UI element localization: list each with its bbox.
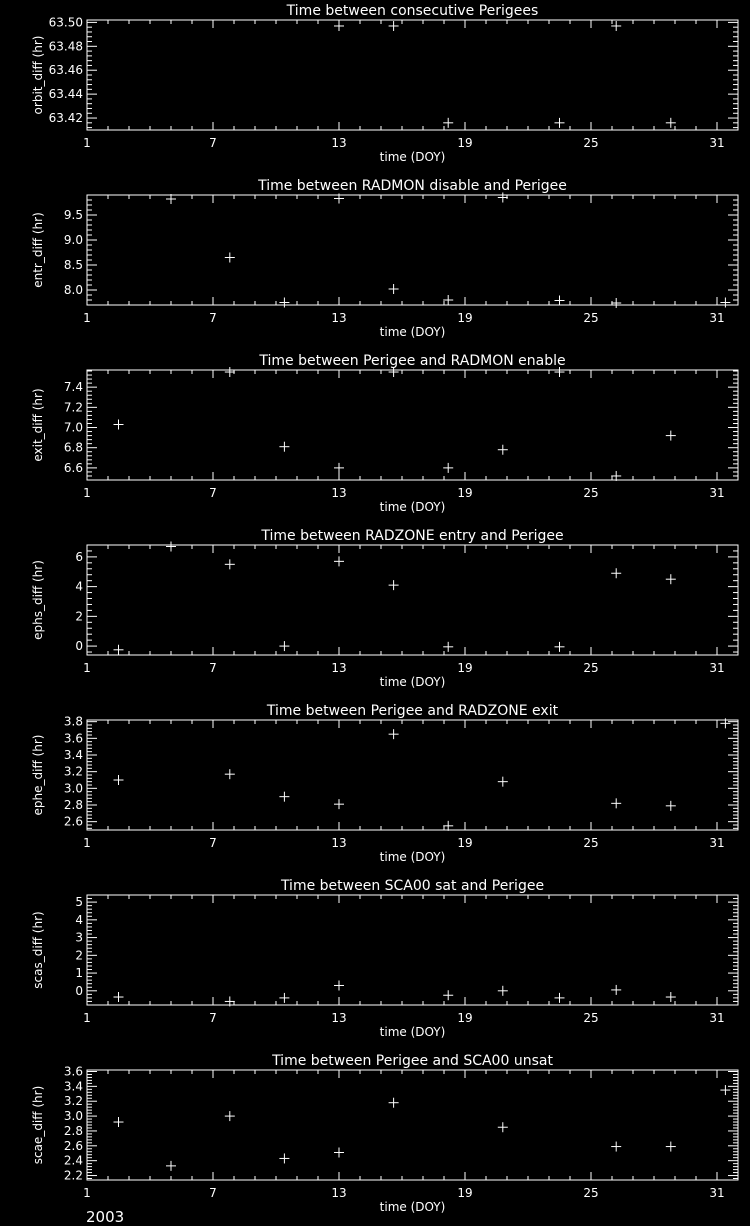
y-tick-label: 2.4	[63, 1153, 83, 1168]
data-point	[389, 580, 399, 590]
data-point	[225, 1111, 235, 1121]
data-point	[666, 431, 676, 441]
x-tick-label: 25	[583, 136, 599, 150]
x-tick-label: 25	[583, 661, 599, 675]
x-tick-label: 13	[331, 136, 347, 150]
x-tick-label: 31	[709, 136, 725, 150]
y-tick-label: 2.8	[63, 1123, 83, 1138]
x-tick-label: 7	[209, 836, 217, 850]
data-point	[166, 1161, 176, 1171]
y-tick-label: 3.2	[63, 1094, 83, 1109]
data-point	[114, 775, 124, 785]
y-axis-label: scae_diff (hr)	[31, 1085, 45, 1165]
plot-panel-1	[31, 3, 738, 164]
data-point	[389, 21, 399, 31]
x-tick-label: 7	[209, 1011, 217, 1025]
data-point	[279, 1153, 289, 1163]
y-tick-label: 4	[75, 912, 83, 927]
x-tick-label: 1	[83, 661, 91, 675]
y-tick-label: 8.5	[63, 258, 83, 272]
y-tick-label: 6	[75, 549, 83, 564]
data-point	[666, 992, 676, 1002]
data-point	[443, 990, 453, 1000]
data-point	[279, 993, 289, 1003]
plot-frame	[87, 20, 738, 130]
data-point	[279, 792, 289, 802]
plot-frame	[87, 720, 738, 830]
x-tick-label: 31	[709, 836, 725, 850]
data-point	[225, 253, 235, 263]
y-tick-label: 63.46	[48, 63, 83, 78]
data-point	[279, 641, 289, 651]
data-point	[498, 986, 508, 996]
plot-panel-4	[31, 528, 738, 689]
x-axis-label: time (DOY)	[379, 150, 446, 164]
data-point	[666, 1142, 676, 1152]
y-tick-label: 3.6	[63, 731, 83, 746]
x-tick-label: 7	[209, 1186, 217, 1200]
x-tick-label: 19	[457, 486, 473, 500]
data-point	[114, 645, 124, 655]
data-point	[611, 471, 621, 481]
data-point	[225, 559, 235, 569]
data-point	[498, 445, 508, 455]
data-point	[611, 985, 621, 995]
y-tick-label: 3	[75, 930, 83, 945]
data-point	[279, 442, 289, 452]
plot-title: Time between Perigee and RADMON enable	[259, 353, 566, 369]
data-point	[611, 568, 621, 578]
plot-title: Time between SCA00 sat and Perigee	[280, 878, 545, 894]
x-tick-label: 19	[457, 836, 473, 850]
x-tick-label: 13	[331, 486, 347, 500]
x-tick-label: 19	[457, 1186, 473, 1200]
data-point	[334, 980, 344, 990]
y-tick-label: 2.6	[63, 1138, 83, 1153]
data-point	[114, 992, 124, 1002]
plot-title: Time between Perigee and SCA00 unsat	[272, 1053, 553, 1069]
plot-frame	[87, 370, 738, 480]
y-tick-label: 7.0	[63, 420, 83, 435]
data-point	[334, 556, 344, 566]
y-tick-label: 3.4	[63, 1079, 83, 1094]
x-tick-label: 31	[709, 1186, 725, 1200]
data-point	[389, 284, 399, 294]
plot-panel-2	[31, 178, 738, 339]
data-point	[114, 419, 124, 429]
x-tick-label: 1	[83, 1011, 91, 1025]
y-tick-label: 3.8	[63, 714, 83, 729]
data-point	[611, 298, 621, 308]
x-axis-label: time (DOY)	[379, 325, 446, 339]
plot-panel-5	[31, 703, 738, 864]
x-tick-label: 13	[331, 661, 347, 675]
x-axis-label: time (DOY)	[379, 675, 446, 689]
x-tick-label: 13	[331, 836, 347, 850]
data-point	[334, 463, 344, 473]
y-axis-label: ephs_diff (hr)	[31, 560, 45, 640]
x-tick-label: 31	[709, 1011, 725, 1025]
data-point	[389, 729, 399, 739]
y-tick-label: 4	[75, 579, 83, 594]
data-point	[611, 1142, 621, 1152]
x-tick-label: 19	[457, 1011, 473, 1025]
data-point	[720, 298, 730, 308]
data-point	[666, 574, 676, 584]
y-tick-label: 6.6	[63, 460, 83, 475]
data-point	[498, 777, 508, 787]
y-tick-label: 63.48	[48, 39, 83, 54]
y-tick-label: 3.0	[63, 781, 83, 796]
plot-title: Time between consecutive Perigees	[286, 3, 539, 19]
data-point	[555, 296, 565, 306]
data-point	[555, 642, 565, 652]
y-axis-label: orbit_diff (hr)	[31, 35, 45, 115]
data-point	[334, 1148, 344, 1158]
plot-frame	[87, 195, 738, 305]
x-tick-label: 25	[583, 836, 599, 850]
y-tick-label: 9.5	[63, 208, 83, 222]
y-tick-label: 9.0	[63, 233, 83, 247]
data-point	[611, 798, 621, 808]
data-point	[225, 367, 235, 377]
y-tick-label: 3.4	[63, 748, 83, 762]
y-tick-label: 2.8	[63, 798, 83, 812]
data-point	[114, 1117, 124, 1127]
plot-panel-7	[31, 1053, 738, 1214]
y-tick-label: 1	[75, 966, 83, 981]
x-tick-label: 19	[457, 311, 473, 325]
x-tick-label: 31	[709, 486, 725, 500]
x-tick-label: 19	[457, 136, 473, 150]
y-tick-label: 7.4	[63, 380, 83, 395]
data-point	[666, 118, 676, 128]
x-tick-label: 13	[331, 311, 347, 325]
plot-title: Time between Perigee and RADZONE exit	[266, 703, 559, 719]
x-tick-label: 7	[209, 136, 217, 150]
x-tick-label: 7	[209, 311, 217, 325]
x-tick-label: 7	[209, 486, 217, 500]
y-axis-label: ephe_diff (hr)	[31, 734, 45, 816]
data-point	[443, 821, 453, 831]
x-axis-label: time (DOY)	[379, 1025, 446, 1039]
data-point	[555, 993, 565, 1003]
y-tick-label: 5	[75, 895, 83, 910]
x-tick-label: 25	[583, 486, 599, 500]
data-point	[443, 463, 453, 473]
x-tick-label: 31	[709, 311, 725, 325]
y-tick-label: 2.6	[63, 814, 83, 829]
data-point	[443, 642, 453, 652]
y-axis-label: entr_diff (hr)	[31, 212, 45, 288]
data-point	[334, 799, 344, 809]
data-point	[498, 193, 508, 203]
plot-title: Time between RADZONE entry and Perigee	[261, 528, 564, 544]
year-label: 2003	[86, 1208, 125, 1226]
x-axis-label: time (DOY)	[379, 1200, 446, 1214]
x-tick-label: 25	[583, 311, 599, 325]
y-tick-label: 7.2	[63, 400, 83, 415]
x-axis-label: time (DOY)	[379, 850, 446, 864]
y-tick-label: 0	[75, 639, 83, 654]
y-tick-label: 3.6	[63, 1064, 83, 1079]
data-point	[389, 1098, 399, 1108]
x-tick-label: 7	[209, 661, 217, 675]
x-tick-label: 1	[83, 1186, 91, 1200]
x-tick-label: 31	[709, 661, 725, 675]
x-tick-label: 1	[83, 486, 91, 500]
data-point	[334, 21, 344, 31]
data-point	[555, 118, 565, 128]
y-tick-label: 63.50	[48, 15, 83, 30]
x-tick-label: 1	[83, 311, 91, 325]
y-tick-label: 2.2	[63, 1168, 83, 1183]
plot-title: Time between RADMON disable and Perigee	[258, 178, 567, 194]
y-tick-label: 63.42	[48, 111, 83, 126]
y-tick-label: 63.44	[48, 87, 83, 102]
x-tick-label: 1	[83, 136, 91, 150]
y-axis-label: scas_diff (hr)	[31, 911, 45, 989]
data-point	[225, 769, 235, 779]
x-tick-label: 1	[83, 836, 91, 850]
data-point	[498, 1122, 508, 1132]
plot-panel-6	[31, 878, 738, 1039]
x-tick-label: 25	[583, 1011, 599, 1025]
data-point	[666, 801, 676, 811]
x-tick-label: 13	[331, 1011, 347, 1025]
plot-frame	[87, 895, 738, 1005]
y-axis-label: exit_diff (hr)	[31, 388, 45, 462]
y-tick-label: 3.2	[63, 764, 83, 779]
y-tick-label: 0	[75, 983, 83, 998]
plot-panel-3	[31, 353, 738, 514]
data-point	[279, 298, 289, 308]
y-tick-label: 2	[75, 948, 83, 963]
y-tick-label: 6.8	[63, 440, 83, 455]
y-tick-label: 3.0	[63, 1109, 83, 1124]
plot-frame	[87, 1070, 738, 1180]
x-tick-label: 19	[457, 661, 473, 675]
y-tick-label: 8.0	[63, 283, 83, 297]
plot-frame	[87, 545, 738, 655]
y-tick-label: 2	[75, 609, 83, 624]
data-point	[443, 295, 453, 305]
data-point	[166, 541, 176, 551]
x-tick-label: 13	[331, 1186, 347, 1200]
data-point	[611, 21, 621, 31]
data-point	[443, 118, 453, 128]
x-tick-label: 25	[583, 1186, 599, 1200]
x-axis-label: time (DOY)	[379, 500, 446, 514]
